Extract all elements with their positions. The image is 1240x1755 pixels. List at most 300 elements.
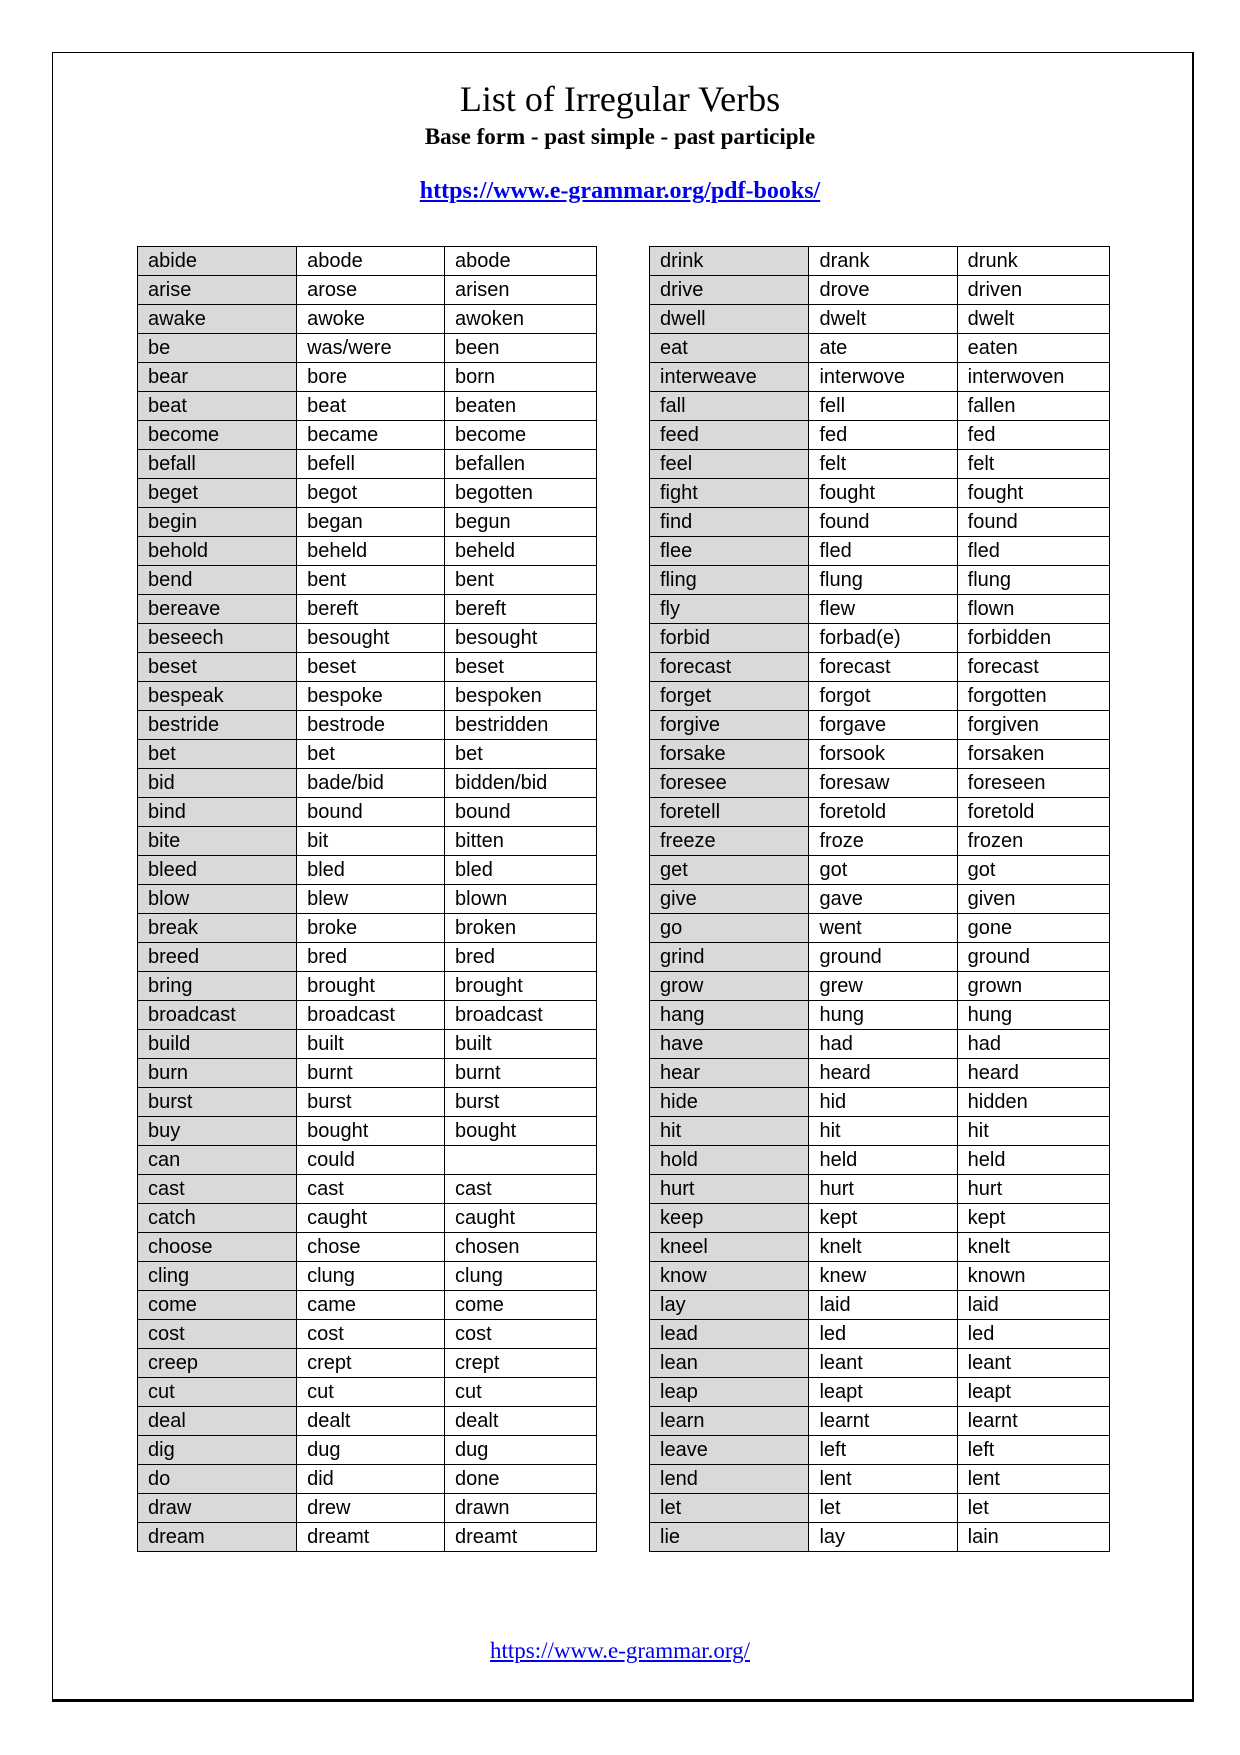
- past-participle-cell: bidden/bid: [445, 769, 597, 798]
- past-simple-cell: bred: [297, 943, 445, 972]
- verbs-table-left: [137, 246, 597, 1552]
- past-simple-cell: cut: [297, 1378, 445, 1407]
- verb-row: [138, 624, 597, 653]
- verb-row: [650, 363, 1110, 392]
- past-simple-cell: caught: [297, 1204, 445, 1233]
- past-simple-cell: bespoke: [297, 682, 445, 711]
- past-simple-cell: grew: [809, 972, 957, 1001]
- base-form-cell: beseech: [138, 624, 297, 653]
- past-participle-cell: frozen: [957, 827, 1109, 856]
- base-form-cell: break: [138, 914, 297, 943]
- past-participle-cell: forecast: [957, 653, 1109, 682]
- base-form-cell: blow: [138, 885, 297, 914]
- past-simple-cell: crept: [297, 1349, 445, 1378]
- past-simple-cell: heard: [809, 1059, 957, 1088]
- past-simple-cell: abode: [297, 247, 445, 276]
- page-subtitle: Base form - past simple - past participle: [424, 124, 816, 149]
- verb-row: [138, 1320, 597, 1349]
- verb-row: [650, 305, 1110, 334]
- base-form-cell: drive: [650, 276, 809, 305]
- past-participle-cell: cast: [445, 1175, 597, 1204]
- verb-row: [650, 1465, 1110, 1494]
- base-form-cell: bestride: [138, 711, 297, 740]
- verb-row: [138, 1030, 597, 1059]
- verb-row: [650, 653, 1110, 682]
- past-simple-cell: gave: [809, 885, 957, 914]
- verb-row: [138, 1146, 597, 1175]
- past-participle-cell: fallen: [957, 392, 1109, 421]
- verb-row: [138, 1175, 597, 1204]
- past-simple-cell: bet: [297, 740, 445, 769]
- past-simple-cell: hurt: [809, 1175, 957, 1204]
- verb-row: [650, 1059, 1110, 1088]
- verb-row: [650, 479, 1110, 508]
- past-simple-cell: forecast: [809, 653, 957, 682]
- past-participle-cell: kept: [957, 1204, 1109, 1233]
- base-form-cell: choose: [138, 1233, 297, 1262]
- past-participle-cell: begotten: [445, 479, 597, 508]
- verb-row: [650, 1523, 1110, 1552]
- verb-row: [138, 1378, 597, 1407]
- past-participle-cell: dealt: [445, 1407, 597, 1436]
- past-participle-cell: bled: [445, 856, 597, 885]
- base-form-cell: hurt: [650, 1175, 809, 1204]
- base-form-cell: forsake: [650, 740, 809, 769]
- base-form-cell: deal: [138, 1407, 297, 1436]
- verb-row: [650, 1349, 1110, 1378]
- past-participle-cell: fled: [957, 537, 1109, 566]
- verb-row: [138, 1117, 597, 1146]
- past-simple-cell: begot: [297, 479, 445, 508]
- past-participle-cell: beset: [445, 653, 597, 682]
- verb-row: [138, 1088, 597, 1117]
- past-simple-cell: flung: [809, 566, 957, 595]
- past-simple-cell: forgot: [809, 682, 957, 711]
- past-simple-cell: cost: [297, 1320, 445, 1349]
- past-participle-cell: befallen: [445, 450, 597, 479]
- past-simple-cell: led: [809, 1320, 957, 1349]
- verb-row: [138, 769, 597, 798]
- base-form-cell: bind: [138, 798, 297, 827]
- past-participle-cell: brought: [445, 972, 597, 1001]
- verb-row: [138, 1233, 597, 1262]
- verb-row: [650, 1436, 1110, 1465]
- verb-row: [138, 653, 597, 682]
- base-form-cell: broadcast: [138, 1001, 297, 1030]
- base-form-cell: burst: [138, 1088, 297, 1117]
- base-form-cell: hit: [650, 1117, 809, 1146]
- past-participle-cell: done: [445, 1465, 597, 1494]
- verb-row: [650, 392, 1110, 421]
- past-participle-cell: broken: [445, 914, 597, 943]
- past-simple-cell: broke: [297, 914, 445, 943]
- past-participle-cell: gone: [957, 914, 1109, 943]
- past-participle-cell: hung: [957, 1001, 1109, 1030]
- past-simple-cell: dug: [297, 1436, 445, 1465]
- past-simple-cell: was/were: [297, 334, 445, 363]
- base-form-cell: forecast: [650, 653, 809, 682]
- past-participle-cell: broadcast: [445, 1001, 597, 1030]
- footer-link[interactable]: https://www.e-grammar.org/: [490, 1638, 750, 1663]
- past-simple-cell: drank: [809, 247, 957, 276]
- past-participle-cell: caught: [445, 1204, 597, 1233]
- base-form-cell: buy: [138, 1117, 297, 1146]
- verb-row: [138, 711, 597, 740]
- verb-row: [650, 1320, 1110, 1349]
- past-simple-cell: beset: [297, 653, 445, 682]
- past-simple-cell: dealt: [297, 1407, 445, 1436]
- past-participle-cell: chosen: [445, 1233, 597, 1262]
- past-simple-cell: could: [297, 1146, 445, 1175]
- verb-row: [650, 421, 1110, 450]
- verb-row: [650, 537, 1110, 566]
- base-form-cell: bend: [138, 566, 297, 595]
- past-simple-cell: let: [809, 1494, 957, 1523]
- base-form-cell: behold: [138, 537, 297, 566]
- base-form-cell: give: [650, 885, 809, 914]
- base-form-cell: bet: [138, 740, 297, 769]
- past-participle-cell: bet: [445, 740, 597, 769]
- past-simple-cell: ate: [809, 334, 957, 363]
- verb-row: [138, 1436, 597, 1465]
- verb-row: [138, 508, 597, 537]
- past-participle-cell: hidden: [957, 1088, 1109, 1117]
- past-participle-cell: forbidden: [957, 624, 1109, 653]
- footer-link-wrap: [0, 1638, 1240, 1664]
- past-participle-cell: arisen: [445, 276, 597, 305]
- base-form-cell: draw: [138, 1494, 297, 1523]
- past-simple-cell: foresaw: [809, 769, 957, 798]
- past-participle-cell: besought: [445, 624, 597, 653]
- past-simple-cell: hid: [809, 1088, 957, 1117]
- past-participle-cell: forgiven: [957, 711, 1109, 740]
- past-participle-cell: drawn: [445, 1494, 597, 1523]
- past-participle-cell: bent: [445, 566, 597, 595]
- past-simple-cell: fed: [809, 421, 957, 450]
- verb-row: [138, 421, 597, 450]
- past-participle-cell: awoken: [445, 305, 597, 334]
- past-simple-cell: hung: [809, 1001, 957, 1030]
- base-form-cell: feel: [650, 450, 809, 479]
- past-participle-cell: ground: [957, 943, 1109, 972]
- base-form-cell: dwell: [650, 305, 809, 334]
- verb-row: [138, 1465, 597, 1494]
- verb-row: [138, 566, 597, 595]
- past-simple-cell: bound: [297, 798, 445, 827]
- past-participle-cell: given: [957, 885, 1109, 914]
- base-form-cell: hold: [650, 1146, 809, 1175]
- verb-row: [138, 798, 597, 827]
- past-simple-cell: held: [809, 1146, 957, 1175]
- past-simple-cell: beat: [297, 392, 445, 421]
- past-simple-cell: awoke: [297, 305, 445, 334]
- past-simple-cell: cast: [297, 1175, 445, 1204]
- past-participle-cell: foreseen: [957, 769, 1109, 798]
- past-participle-cell: begun: [445, 508, 597, 537]
- past-participle-cell: eaten: [957, 334, 1109, 363]
- base-form-cell: cost: [138, 1320, 297, 1349]
- past-participle-cell: come: [445, 1291, 597, 1320]
- verb-row: [650, 1407, 1110, 1436]
- past-simple-cell: knew: [809, 1262, 957, 1291]
- past-simple-cell: hit: [809, 1117, 957, 1146]
- past-simple-cell: clung: [297, 1262, 445, 1291]
- base-form-cell: bespeak: [138, 682, 297, 711]
- past-participle-cell: clung: [445, 1262, 597, 1291]
- past-participle-cell: fed: [957, 421, 1109, 450]
- past-participle-cell: lain: [957, 1523, 1109, 1552]
- past-simple-cell: drew: [297, 1494, 445, 1523]
- past-participle-cell: crept: [445, 1349, 597, 1378]
- past-participle-cell: flung: [957, 566, 1109, 595]
- verb-row: [138, 972, 597, 1001]
- base-form-cell: lie: [650, 1523, 809, 1552]
- past-participle-cell: heard: [957, 1059, 1109, 1088]
- base-form-cell: creep: [138, 1349, 297, 1378]
- past-simple-cell: lent: [809, 1465, 957, 1494]
- verb-row: [138, 479, 597, 508]
- base-form-cell: dig: [138, 1436, 297, 1465]
- past-participle-cell: hit: [957, 1117, 1109, 1146]
- verb-row: [138, 276, 597, 305]
- past-simple-cell: besought: [297, 624, 445, 653]
- page-title: List of Irregular Verbs: [459, 79, 781, 119]
- past-simple-cell: became: [297, 421, 445, 450]
- past-participle-cell: bound: [445, 798, 597, 827]
- past-simple-cell: left: [809, 1436, 957, 1465]
- past-participle-cell: forgotten: [957, 682, 1109, 711]
- base-form-cell: do: [138, 1465, 297, 1494]
- past-simple-cell: dreamt: [297, 1523, 445, 1552]
- verb-row: [650, 566, 1110, 595]
- past-simple-cell: broadcast: [297, 1001, 445, 1030]
- past-participle-cell: foretold: [957, 798, 1109, 827]
- past-participle-cell: cut: [445, 1378, 597, 1407]
- verb-row: [650, 943, 1110, 972]
- base-form-cell: bleed: [138, 856, 297, 885]
- past-simple-cell: bestrode: [297, 711, 445, 740]
- base-form-cell: bring: [138, 972, 297, 1001]
- past-participle-cell: beaten: [445, 392, 597, 421]
- past-participle-cell: burst: [445, 1088, 597, 1117]
- past-simple-cell: laid: [809, 1291, 957, 1320]
- verb-row: [138, 392, 597, 421]
- past-participle-cell: had: [957, 1030, 1109, 1059]
- past-participle-cell: leant: [957, 1349, 1109, 1378]
- base-form-cell: bid: [138, 769, 297, 798]
- base-form-cell: forgive: [650, 711, 809, 740]
- base-form-cell: grind: [650, 943, 809, 972]
- past-participle-cell: abode: [445, 247, 597, 276]
- verb-row: [138, 885, 597, 914]
- base-form-cell: feed: [650, 421, 809, 450]
- past-participle-cell: dug: [445, 1436, 597, 1465]
- past-participle-cell: grown: [957, 972, 1109, 1001]
- past-simple-cell: had: [809, 1030, 957, 1059]
- verb-row: [650, 624, 1110, 653]
- base-form-cell: hear: [650, 1059, 809, 1088]
- pdf-books-link-wrap: [0, 178, 1240, 205]
- past-participle-cell: beheld: [445, 537, 597, 566]
- verb-row: [650, 682, 1110, 711]
- base-form-cell: know: [650, 1262, 809, 1291]
- past-simple-cell: burst: [297, 1088, 445, 1117]
- base-form-cell: lean: [650, 1349, 809, 1378]
- base-form-cell: hide: [650, 1088, 809, 1117]
- verb-row: [138, 363, 597, 392]
- past-participle-cell: knelt: [957, 1233, 1109, 1262]
- base-form-cell: grow: [650, 972, 809, 1001]
- past-participle-cell: burnt: [445, 1059, 597, 1088]
- past-simple-cell: found: [809, 508, 957, 537]
- base-form-cell: become: [138, 421, 297, 450]
- verb-row: [138, 450, 597, 479]
- past-participle-cell: led: [957, 1320, 1109, 1349]
- base-form-cell: forget: [650, 682, 809, 711]
- base-form-cell: can: [138, 1146, 297, 1175]
- past-simple-cell: felt: [809, 450, 957, 479]
- base-form-cell: fight: [650, 479, 809, 508]
- past-participle-cell: cost: [445, 1320, 597, 1349]
- base-form-cell: drink: [650, 247, 809, 276]
- verb-row: [138, 827, 597, 856]
- verb-row: [138, 914, 597, 943]
- verb-row: [138, 595, 597, 624]
- verb-row: [650, 1117, 1110, 1146]
- past-participle-cell: lent: [957, 1465, 1109, 1494]
- past-participle-cell: [445, 1146, 597, 1175]
- past-simple-cell: came: [297, 1291, 445, 1320]
- verb-row: [138, 334, 597, 363]
- verb-row: [650, 1088, 1110, 1117]
- past-participle-cell: forsaken: [957, 740, 1109, 769]
- past-simple-cell: learnt: [809, 1407, 957, 1436]
- past-participle-cell: bespoken: [445, 682, 597, 711]
- past-participle-cell: bestridden: [445, 711, 597, 740]
- base-form-cell: abide: [138, 247, 297, 276]
- base-form-cell: kneel: [650, 1233, 809, 1262]
- verb-row: [650, 1001, 1110, 1030]
- verb-row: [650, 1262, 1110, 1291]
- past-participle-cell: dwelt: [957, 305, 1109, 334]
- past-simple-cell: dwelt: [809, 305, 957, 334]
- past-simple-cell: bade/bid: [297, 769, 445, 798]
- base-form-cell: get: [650, 856, 809, 885]
- past-participle-cell: built: [445, 1030, 597, 1059]
- past-simple-cell: bit: [297, 827, 445, 856]
- base-form-cell: be: [138, 334, 297, 363]
- past-simple-cell: forgave: [809, 711, 957, 740]
- base-form-cell: bear: [138, 363, 297, 392]
- base-form-cell: learn: [650, 1407, 809, 1436]
- base-form-cell: hang: [650, 1001, 809, 1030]
- verbs-table-right: [649, 246, 1110, 1552]
- base-form-cell: beget: [138, 479, 297, 508]
- base-form-cell: beat: [138, 392, 297, 421]
- verb-row: [138, 740, 597, 769]
- past-participle-cell: bereft: [445, 595, 597, 624]
- past-simple-cell: ground: [809, 943, 957, 972]
- verb-row: [650, 1378, 1110, 1407]
- verb-row: [650, 885, 1110, 914]
- past-simple-cell: kept: [809, 1204, 957, 1233]
- past-simple-cell: froze: [809, 827, 957, 856]
- past-simple-cell: forsook: [809, 740, 957, 769]
- past-participle-cell: felt: [957, 450, 1109, 479]
- base-form-cell: breed: [138, 943, 297, 972]
- past-simple-cell: foretold: [809, 798, 957, 827]
- base-form-cell: go: [650, 914, 809, 943]
- base-form-cell: lend: [650, 1465, 809, 1494]
- past-simple-cell: began: [297, 508, 445, 537]
- past-participle-cell: found: [957, 508, 1109, 537]
- base-form-cell: awake: [138, 305, 297, 334]
- base-form-cell: freeze: [650, 827, 809, 856]
- past-simple-cell: bent: [297, 566, 445, 595]
- past-simple-cell: did: [297, 1465, 445, 1494]
- past-simple-cell: blew: [297, 885, 445, 914]
- verb-row: [650, 1291, 1110, 1320]
- verb-row: [138, 537, 597, 566]
- base-form-cell: keep: [650, 1204, 809, 1233]
- verb-row: [138, 305, 597, 334]
- verb-row: [650, 1030, 1110, 1059]
- past-simple-cell: burnt: [297, 1059, 445, 1088]
- past-participle-cell: born: [445, 363, 597, 392]
- verb-row: [138, 1262, 597, 1291]
- past-simple-cell: interwove: [809, 363, 957, 392]
- verb-row: [650, 740, 1110, 769]
- verb-row: [650, 1204, 1110, 1233]
- past-simple-cell: knelt: [809, 1233, 957, 1262]
- past-participle-cell: bred: [445, 943, 597, 972]
- past-participle-cell: laid: [957, 1291, 1109, 1320]
- verb-row: [138, 1407, 597, 1436]
- base-form-cell: cut: [138, 1378, 297, 1407]
- past-simple-cell: got: [809, 856, 957, 885]
- base-form-cell: dream: [138, 1523, 297, 1552]
- verb-row: [650, 827, 1110, 856]
- base-form-cell: cling: [138, 1262, 297, 1291]
- verb-row: [138, 1204, 597, 1233]
- past-participle-cell: let: [957, 1494, 1109, 1523]
- past-simple-cell: fell: [809, 392, 957, 421]
- base-form-cell: interweave: [650, 363, 809, 392]
- verb-row: [138, 1001, 597, 1030]
- past-simple-cell: bought: [297, 1117, 445, 1146]
- base-form-cell: catch: [138, 1204, 297, 1233]
- past-simple-cell: fought: [809, 479, 957, 508]
- verb-row: [650, 508, 1110, 537]
- base-form-cell: eat: [650, 334, 809, 363]
- past-simple-cell: befell: [297, 450, 445, 479]
- base-form-cell: foresee: [650, 769, 809, 798]
- base-form-cell: burn: [138, 1059, 297, 1088]
- past-participle-cell: bitten: [445, 827, 597, 856]
- past-simple-cell: bereft: [297, 595, 445, 624]
- base-form-cell: cast: [138, 1175, 297, 1204]
- past-simple-cell: bore: [297, 363, 445, 392]
- pdf-books-link[interactable]: https://www.e-grammar.org/pdf-books/: [419, 178, 821, 204]
- verb-row: [138, 1494, 597, 1523]
- past-participle-cell: held: [957, 1146, 1109, 1175]
- past-simple-cell: went: [809, 914, 957, 943]
- past-simple-cell: brought: [297, 972, 445, 1001]
- past-participle-cell: blown: [445, 885, 597, 914]
- verb-row: [650, 334, 1110, 363]
- verb-row: [138, 1291, 597, 1320]
- verb-row: [138, 1059, 597, 1088]
